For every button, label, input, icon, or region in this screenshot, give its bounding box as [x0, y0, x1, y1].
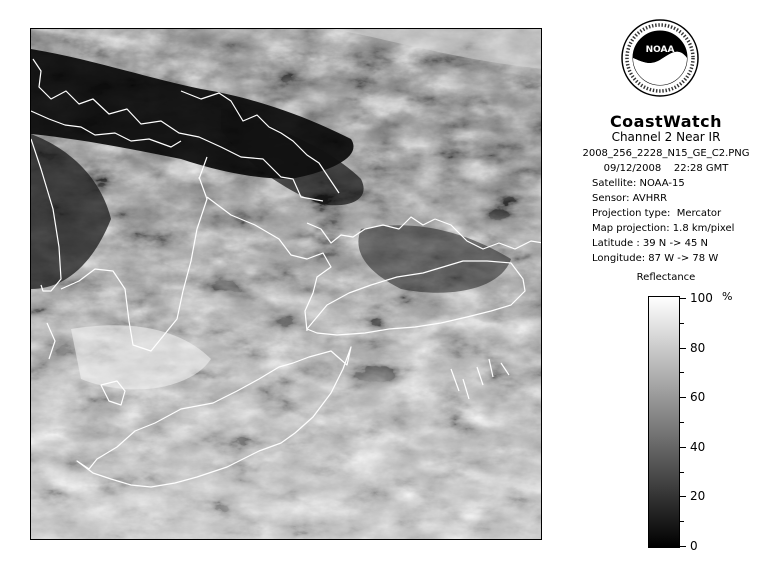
- projection-type-label: Projection type: Mercator: [592, 208, 722, 219]
- colorbar-minor-tick: [680, 372, 684, 373]
- channel-subtitle: Channel 2 Near IR: [611, 130, 721, 144]
- colorbar-minor-tick: [680, 521, 684, 522]
- colorbar-tick: [680, 546, 686, 547]
- satellite-image: [30, 28, 542, 540]
- latitude-label: Latitude : 39 N -> 45 N: [592, 238, 708, 249]
- colorbar-tick: [680, 447, 686, 448]
- noaa-logo-label: NOAA: [645, 45, 675, 55]
- colorbar-tick-label: 100: [690, 291, 713, 305]
- satellite-label: Satellite: NOAA-15: [592, 178, 685, 189]
- map-projection-label: Map projection: 1.8 km/pixel: [592, 223, 735, 234]
- colorbar-unit: %: [722, 290, 733, 303]
- colorbar-tick-label: 0: [690, 539, 698, 553]
- image-filename: 2008_256_2228_N15_GE_C2.PNG: [582, 148, 750, 159]
- longitude-label: Longitude: 87 W -> 78 W: [592, 253, 719, 264]
- colorbar-tick: [680, 496, 686, 497]
- satellite-map: [31, 29, 542, 540]
- colorbar-title: Reflectance: [636, 272, 696, 283]
- colorbar-tick: [680, 348, 686, 349]
- noaa-seal-icon: [620, 16, 700, 108]
- app-title: CoastWatch: [609, 112, 723, 131]
- colorbar-tick: [680, 397, 686, 398]
- colorbar-minor-tick: [680, 472, 684, 473]
- colorbar-tick-label: 20: [690, 489, 706, 504]
- colorbar-tick-label: 60: [690, 390, 706, 405]
- colorbar-minor-tick: [680, 422, 684, 423]
- noaa-logo: [620, 16, 700, 108]
- sensor-label: Sensor: AVHRR: [592, 193, 668, 204]
- acquisition-datetime: 09/12/2008 22:28 GMT: [603, 163, 729, 174]
- colorbar-minor-tick: [680, 323, 684, 324]
- colorbar-tick-label: 40: [690, 439, 706, 454]
- reflectance-colorbar: [648, 296, 680, 548]
- colorbar-tick: [680, 298, 686, 299]
- colorbar-tick-label: 80: [690, 340, 706, 355]
